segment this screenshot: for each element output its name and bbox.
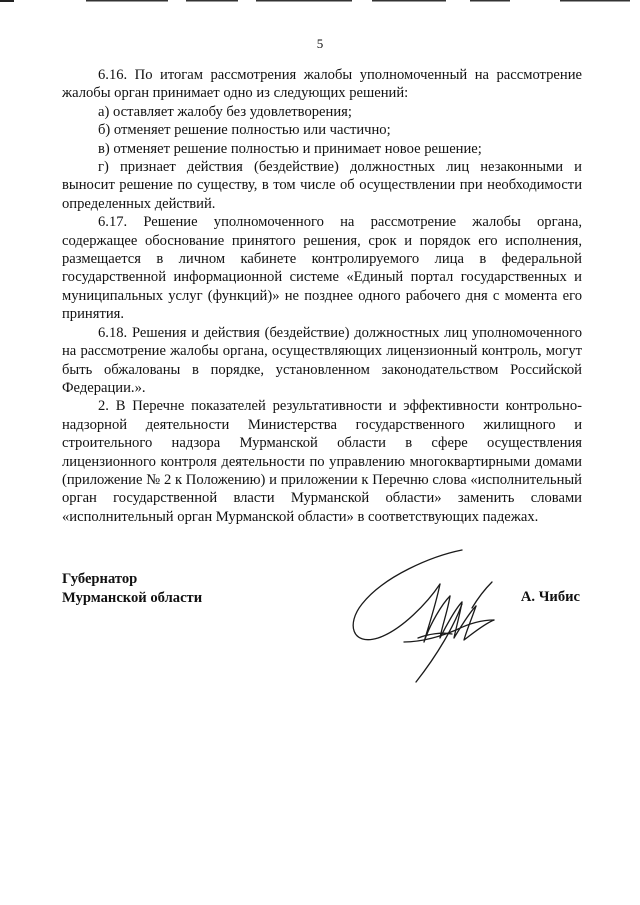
list-item-d: г) признает действия (бездействие) должностных лиц незаконными и выносит решение по существу, в том числе об осуществлении при необходимости определенных действий. — [62, 159, 582, 212]
signatory-title — [62, 570, 202, 607]
signatory-name: А. Чибис — [520, 589, 580, 605]
document-body — [62, 66, 582, 526]
handwritten-signature — [344, 542, 514, 690]
paragraph-2: 2. В Перечне показателей результативности и эффективности контрольно-надзорной деятельности Министерства государственного жилищного и строительного надзора Мурманской области в сфере осуществления лицензионного контроля деятельности по управлению многоквартирными домами (приложение № 2 к Положению) и приложении к Перечню слова «исполнительный орган государственной власти Мурманской области» заменить словами «исполнительный орган Мурманской области» в соответствующих падежах. — [62, 398, 582, 525]
signatory-title-line-2: Мурманской области — [62, 589, 203, 606]
scan-top-edge-marks — [0, 0, 640, 4]
signatory-title-line-1: Губернатор — [62, 571, 138, 587]
paragraph-6-17: 6.17. Решение уполномоченного на рассмотрение жалобы органа, содержащее обоснование принятого решения, срок и порядок его исполнения, размещается в личном кабинете контролируемого лица в федеральной государственной информационной системе «Единый портал государственных и муниципальных услуг (функций)» не позднее одного рабочего дня с момента его принятия. — [62, 214, 582, 323]
page-number: 5 — [316, 36, 324, 51]
paragraph-6-16: 6.16. По итогам рассмотрения жалобы уполномоченный на рассмотрение жалобы орган принимает одно из следующих решений: — [62, 67, 582, 102]
list-item-a: а) оставляет жалобу без удовлетворения; — [98, 103, 352, 120]
list-item-b: б) отменяет решение полностью или частично; — [98, 122, 391, 139]
list-item-c: в) отменяет решение полностью и принимает новое решение; — [98, 140, 482, 157]
paragraph-6-18: 6.18. Решения и действия (бездействие) должностных лиц уполномоченного на рассмотрение жалобы органа, осуществляющих лицензионный контроль, могут быть обжалованы в порядке, установленном законодательством Российской Федерации.». — [62, 324, 582, 396]
signature-block — [62, 570, 582, 710]
